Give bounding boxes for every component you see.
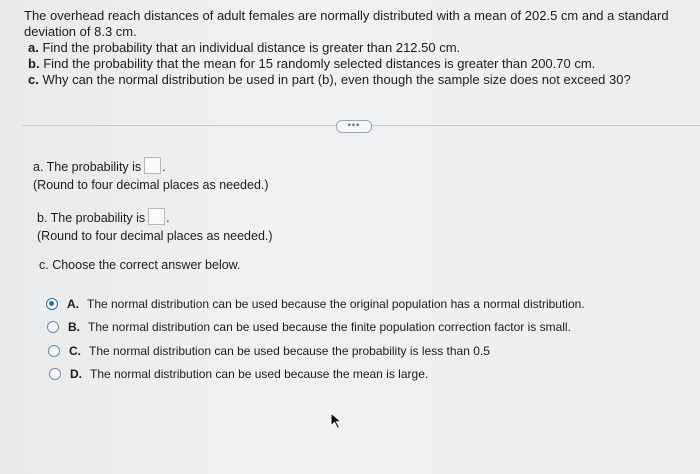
choice-b-letter: B. xyxy=(68,320,80,335)
answer-a-row xyxy=(33,157,269,176)
part-c-letter: c. xyxy=(28,72,39,87)
answer-b-input[interactable] xyxy=(148,208,165,225)
question-part-a xyxy=(22,40,682,56)
part-c-text: Why can the normal distribution be used in part (b), even though the sample size does not exceed 30? xyxy=(42,72,631,87)
answer-choices xyxy=(46,292,585,386)
question-part-c xyxy=(22,72,682,88)
question-part-b xyxy=(22,56,682,72)
answer-b-period: . xyxy=(166,211,170,225)
radio-c[interactable] xyxy=(48,345,60,357)
answer-a-section xyxy=(33,157,269,194)
question-line-2: deviation of 8.3 cm. xyxy=(24,24,137,39)
choice-a[interactable] xyxy=(46,292,585,316)
radio-b[interactable] xyxy=(47,321,59,333)
answer-b-section xyxy=(37,208,273,245)
answer-a-period: . xyxy=(162,160,166,174)
more-button[interactable]: ••• xyxy=(336,120,372,133)
part-a-letter: a. xyxy=(28,40,39,55)
answer-c-section xyxy=(39,256,241,274)
answer-a-hint: (Round to four decimal places as needed.) xyxy=(33,178,269,192)
answer-c-prompt: c. Choose the correct answer below. xyxy=(39,258,241,272)
choice-d-text: The normal distribution can be used because the mean is large. xyxy=(90,367,429,382)
answer-b-row xyxy=(37,208,273,227)
choice-b[interactable] xyxy=(47,316,585,340)
answer-a-prompt: a. The probability is xyxy=(33,160,142,174)
answer-b-prompt: b. The probability is xyxy=(37,211,146,225)
choice-c-letter: C. xyxy=(69,343,81,358)
choice-c-text: The normal distribution can be used because the probability is less than 0.5 xyxy=(89,343,490,358)
answer-b-hint: (Round to four decimal places as needed.) xyxy=(37,229,273,243)
question-text xyxy=(22,8,682,88)
mouse-cursor-icon xyxy=(330,412,344,430)
radio-d[interactable] xyxy=(49,368,61,380)
part-b-letter: b. xyxy=(28,56,40,71)
choice-d[interactable] xyxy=(49,363,585,387)
choice-d-letter: D. xyxy=(70,367,82,382)
choice-c[interactable] xyxy=(48,339,585,363)
choice-a-letter: A. xyxy=(67,296,79,311)
choice-b-text: The normal distribution can be used because the finite population correction factor is small. xyxy=(88,320,571,335)
answer-a-input[interactable] xyxy=(144,157,161,174)
part-a-text: Find the probability that an individual distance is greater than 212.50 cm. xyxy=(42,40,461,55)
choice-a-text: The normal distribution can be used because the original population has a normal distribution. xyxy=(87,296,585,311)
radio-a[interactable] xyxy=(46,298,58,310)
question-line-1: The overhead reach distances of adult females are normally distributed with a mean of 202.5 cm and a standard xyxy=(24,8,669,23)
part-b-text: Find the probability that the mean for 15 randomly selected distances is greater than 200.70 cm. xyxy=(43,56,596,71)
